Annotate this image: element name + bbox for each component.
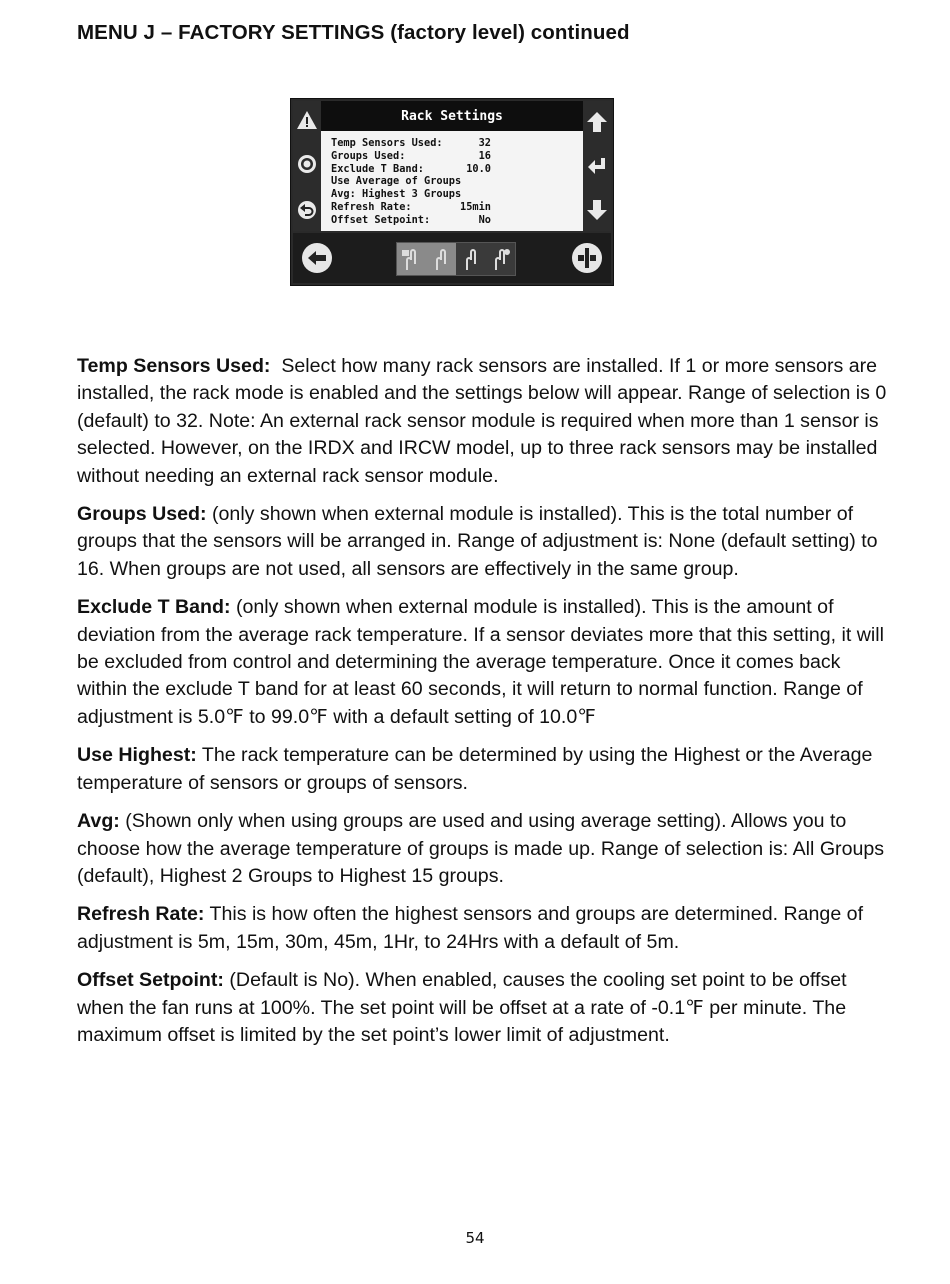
page-heading: MENU J – FACTORY SETTINGS (factory level) continued [77, 21, 630, 44]
paragraph-avg: Avg: (Shown only when using groups are used and using average setting). Allows you to choose how the average temperature of groups is made up. Range of selection is: All Groups (default), Highest 2 Groups to Highest 15 groups. [77, 810, 885, 887]
menu-icon[interactable] [571, 242, 603, 279]
lcd-display [321, 101, 583, 231]
gesture-icons [396, 242, 516, 276]
back-arrow-icon[interactable] [301, 242, 333, 279]
arrow-down-icon[interactable] [585, 195, 609, 225]
setting-row[interactable]: Use Average of Groups [331, 175, 462, 188]
alarm-icon[interactable] [295, 105, 319, 135]
setting-row[interactable]: Temp Sensors Used: 32 [331, 137, 491, 149]
setting-row[interactable]: Avg: Highest 3 Groups [331, 188, 462, 201]
left-button-column [293, 101, 321, 231]
tap-gesture-icon [456, 243, 486, 275]
settings-list [321, 131, 583, 227]
hold-gesture-icon [486, 243, 516, 275]
bottom-bar [293, 233, 611, 283]
setting-row[interactable]: Offset Setpoint: No [331, 213, 491, 226]
enter-icon[interactable] [585, 151, 609, 181]
setting-row[interactable]: Refresh Rate: 15min [331, 200, 491, 213]
paragraph-exclude-t-band: Exclude T Band: (only shown when external module is installed). This is the amount of deviation from the average rack temperature. If a sensor deviates more that this setting, it will be excluded from control and determining the average temperature. Once it comes back within the exclude T band for at least 60 seconds, it will return to normal function. Range of adjustment is 5.0℉ to 99.0℉ with a default setting of 10.0℉ [77, 596, 884, 728]
setting-row[interactable]: Exclude T Band: 10.0 [331, 162, 491, 175]
paragraph-use-highest: Use Highest: The rack temperature can be determined by using the Highest or the Average temperature of sensors or groups of sensors. [77, 744, 873, 794]
lock-gesture-icon [397, 243, 427, 275]
paragraph-offset-setpoint: Offset Setpoint: (Default is No). When enabled, causes the cooling set point to be offset when the fan runs at 100%. The set point will be offset at a rate of -0.1℉ per minute. The maximum offset is limited by the set point’s lower limit of adjustment. [77, 969, 847, 1046]
screen-title: Rack Settings [321, 101, 583, 131]
paragraph-groups-used: Groups Used: (only shown when external module is installed). This is the total number of groups that the sensors will be arranged in. Range of adjustment is: None (default setting) to 16. When groups are not used, all sensors are effectively in the same group. [77, 503, 878, 580]
arrow-up-icon[interactable] [585, 107, 609, 137]
undo-icon[interactable] [295, 195, 319, 225]
record-icon[interactable] [295, 149, 319, 179]
body-text [77, 353, 892, 1060]
right-button-column [583, 101, 611, 231]
paragraph-temp-sensors-used: Temp Sensors Used: Select how many rack sensors are installed. If 1 or more sensors are installed, the rack mode is enabled and the settings below will appear. Range of selection is 0 (default) to 32. Note: An external rack sensor module is required when more than 1 sensor is selected. However, on the IRDX and IRCW model, up to three rack sensors may be installed without needing an external rack sensor module. [77, 355, 892, 487]
setting-row[interactable]: Groups Used: 16 [331, 149, 491, 162]
paragraph-refresh-rate: Refresh Rate: This is how often the highest sensors and groups are determined. Range of adjustment is 5m, 15m, 30m, 45m, 1Hr, to 24Hrs with a default of 5m. [77, 903, 864, 953]
controller-screen-image [290, 98, 614, 286]
swipe-gesture-icon [427, 243, 457, 275]
page-number: 54 [465, 1229, 485, 1247]
